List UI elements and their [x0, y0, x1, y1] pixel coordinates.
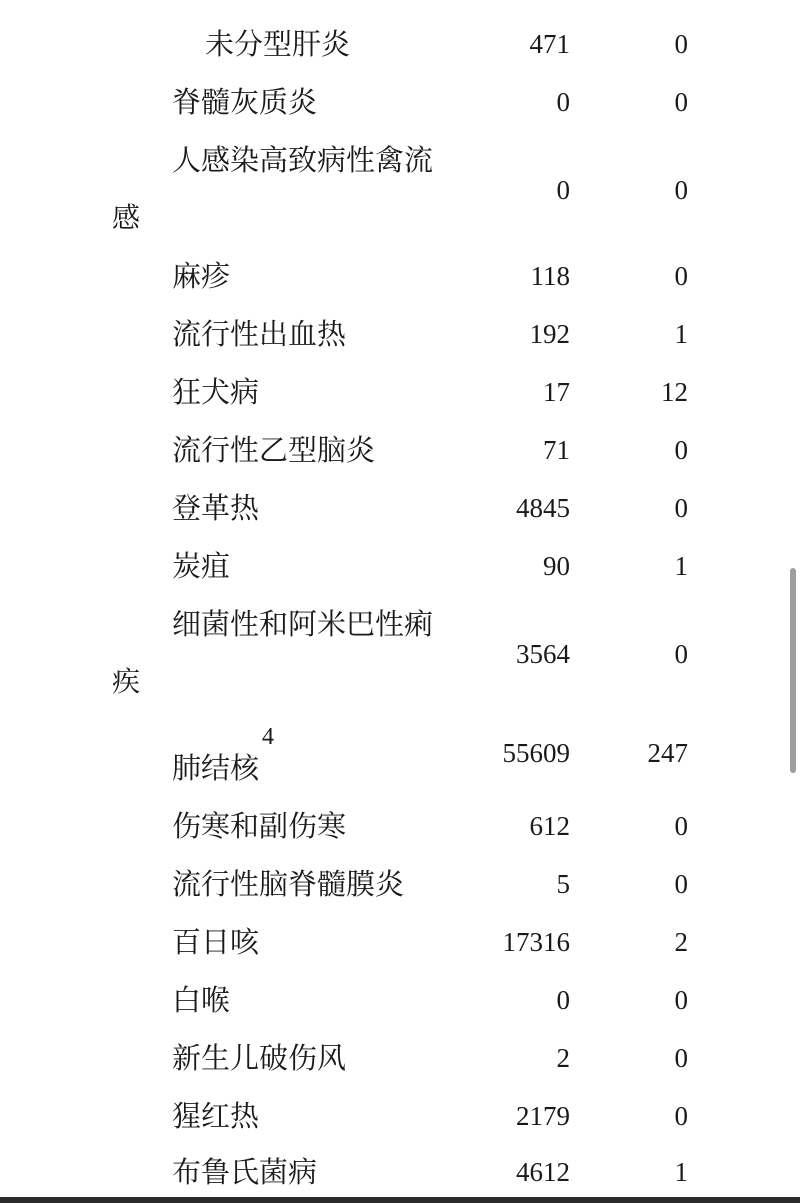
- disease-name: 登革热: [172, 491, 260, 525]
- disease-name: 白喉: [172, 983, 231, 1017]
- disease-name: 麻疹: [172, 259, 231, 293]
- table-row: [0, 1152, 800, 1192]
- table-row: [0, 806, 800, 846]
- disease-name: 狂犬病: [172, 375, 260, 409]
- disease-name: 伤寒和副伤寒: [172, 809, 347, 843]
- table-row: [0, 980, 800, 1020]
- case-count: 71: [543, 435, 570, 465]
- table-row: [0, 1038, 800, 1078]
- table-row: [0, 430, 800, 470]
- case-count: 192: [529, 319, 570, 349]
- disease-name: 流行性出血热: [172, 317, 347, 351]
- case-count: 17316: [502, 927, 570, 957]
- death-count: 0: [674, 493, 688, 523]
- death-count: 12: [661, 377, 688, 407]
- death-count: 1: [674, 319, 688, 349]
- case-count: 4612: [516, 1157, 570, 1187]
- case-count: 0: [556, 985, 570, 1015]
- death-count: 0: [674, 639, 688, 669]
- disease-name: 新生儿破伤风: [172, 1041, 347, 1075]
- death-count: 0: [674, 1043, 688, 1073]
- disease-name: 猩红热: [172, 1099, 260, 1133]
- table-row: [0, 256, 800, 296]
- table-row: [0, 24, 800, 64]
- table-row: [0, 546, 800, 586]
- table-row: [0, 922, 800, 962]
- disease-name: 未分型肝炎: [205, 27, 351, 61]
- death-count: 0: [674, 985, 688, 1015]
- table-row-values: [0, 733, 800, 773]
- death-count: 0: [674, 1101, 688, 1131]
- table-row: [0, 864, 800, 904]
- case-count: 5: [556, 869, 570, 899]
- death-count: 0: [674, 29, 688, 59]
- category-label: 疾: [112, 665, 141, 698]
- death-count: 0: [674, 869, 688, 899]
- disease-name: 人感染高致病性禽流: [172, 143, 434, 177]
- death-count: 0: [674, 261, 688, 291]
- case-count: 90: [543, 551, 570, 581]
- footnote-marker: 4: [262, 724, 274, 750]
- category-label: 感: [112, 201, 141, 234]
- table-row: [0, 1096, 800, 1136]
- death-count: 1: [674, 551, 688, 581]
- death-count: 0: [674, 87, 688, 117]
- disease-name: 细菌性和阿米巴性痢: [172, 607, 434, 641]
- disease-name: 肺结核: [172, 751, 260, 785]
- disease-name: 百日咳: [172, 925, 260, 959]
- death-count: 2: [674, 927, 688, 957]
- death-count: 1: [674, 1157, 688, 1187]
- table-row: [0, 314, 800, 354]
- case-count: 118: [530, 261, 570, 291]
- case-count: 471: [529, 29, 570, 59]
- case-count: 17: [543, 377, 570, 407]
- case-count: 4845: [516, 493, 570, 523]
- table-row: [0, 372, 800, 412]
- disease-name: 流行性乙型脑炎: [172, 433, 376, 467]
- case-count: 612: [529, 811, 570, 841]
- disease-name: 炭疽: [172, 549, 231, 583]
- table-row: [0, 82, 800, 122]
- case-count: 0: [556, 87, 570, 117]
- case-count: 0: [556, 175, 570, 205]
- death-count: 0: [674, 175, 688, 205]
- death-count: 247: [647, 738, 688, 768]
- disease-name: 流行性脑脊髓膜炎: [172, 867, 405, 901]
- disease-name: 脊髓灰质炎: [172, 85, 318, 119]
- case-count: 2: [556, 1043, 570, 1073]
- scrollbar-thumb[interactable]: [790, 568, 796, 773]
- death-count: 0: [674, 811, 688, 841]
- disease-name: 布鲁氏菌病: [172, 1155, 318, 1189]
- bottom-divider: [0, 1197, 800, 1203]
- table-row: [0, 488, 800, 528]
- case-count: 3564: [516, 639, 570, 669]
- death-count: 0: [674, 435, 688, 465]
- case-count: 55609: [502, 738, 570, 768]
- case-count: 2179: [516, 1101, 570, 1131]
